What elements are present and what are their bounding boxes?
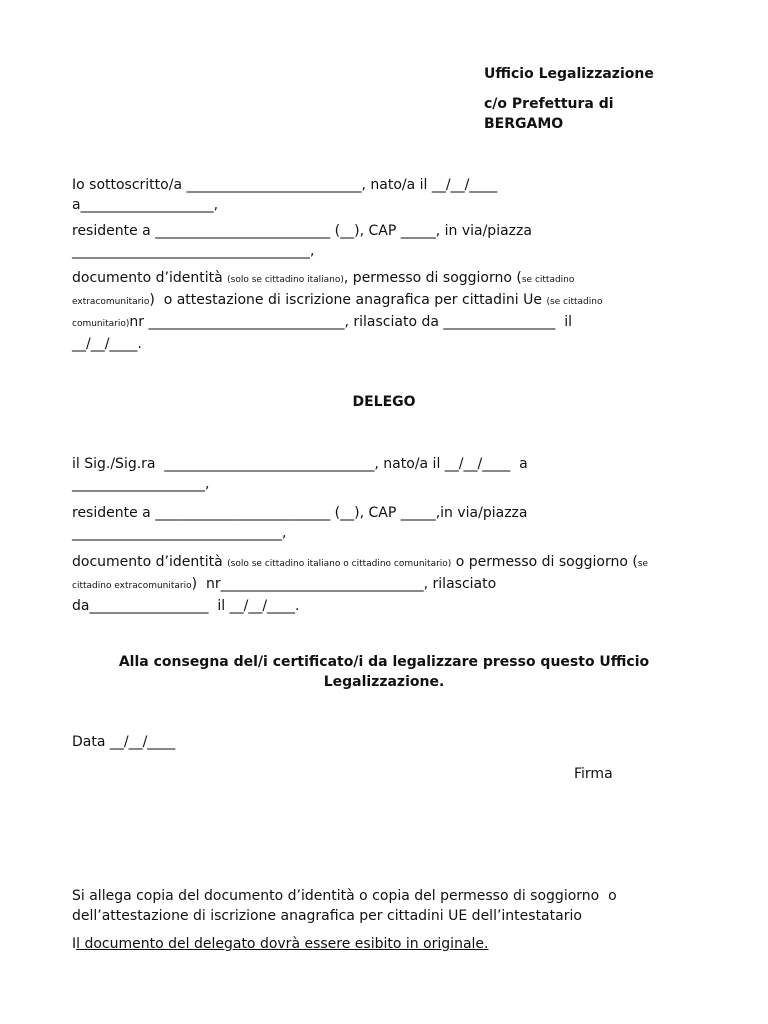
delegato-name-line: il Sig./Sig.ra ______________________________, nato/a il __/__/____ a — [72, 456, 528, 472]
address-line-city: BERGAMO — [484, 116, 564, 132]
address-line-prefecture: c/o Prefettura di — [484, 96, 614, 112]
attachment-note — [72, 886, 696, 926]
date-field: Data __/__/____ — [72, 734, 176, 750]
delegante-birthplace-line: a___________________, — [72, 197, 219, 213]
delegante-address-line: __________________________________, — [72, 243, 315, 259]
delegato-section — [72, 454, 696, 616]
attachment-line-1: Si allega copia del documento d’identità o copia del permesso di soggiorno o — [72, 888, 617, 904]
delegante-residence-line: residente a _________________________ (__), CAP _____, in via/piazza — [72, 223, 532, 239]
delegante-document-line-1: documento d’identità (solo se cittadino italiano), permesso di soggiorno (se cittadino — [72, 270, 575, 286]
delegato-document-line-2: cittadino extracomunitario) nr_____________________________, rilasciato — [72, 576, 497, 592]
recipient-address — [484, 64, 744, 134]
delegante-name-line: Io sottoscritto/a _________________________, nato/a il __/__/____ — [72, 177, 498, 193]
delegante-document-date-line: __/__/____. — [72, 336, 142, 352]
delegato-residence-line: residente a _________________________ (__), CAP _____,in via/piazza — [72, 505, 528, 521]
delegato-address-line: ______________________________, — [72, 525, 287, 541]
consegna-line-2: Legalizzazione. — [323, 674, 445, 690]
attachment-line-2: dell’attestazione di iscrizione anagrafica per cittadini UE dell’intestatario — [72, 908, 582, 924]
consegna-paragraph — [72, 652, 696, 692]
original-document-note: Il documento del delegato dovrà essere esibito in originale. — [72, 936, 489, 952]
delegato-birthplace-line: ___________________, — [72, 476, 210, 492]
delegato-document-line-1: documento d’identità (solo se cittadino italiano o cittadino comunitario) o permesso di soggiorno (se — [72, 554, 649, 570]
delegato-document-line-3: da_________________ il __/__/____. — [72, 598, 300, 614]
delegante-document-line-2: extracomunitario) o attestazione di iscrizione anagrafica per cittadini Ue (se cittadino — [72, 292, 603, 308]
delego-heading: DELEGO — [352, 394, 416, 410]
address-line-office: Ufficio Legalizzazione — [484, 66, 654, 82]
delegante-document-line-3: comunitario)nr ____________________________, rilasciato da ________________ il — [72, 314, 573, 330]
delegante-section — [72, 175, 696, 354]
consegna-line-1: Alla consegna del/i certificato/i da legalizzare presso questo Ufficio — [118, 654, 650, 670]
signature-label: Firma — [574, 766, 613, 782]
